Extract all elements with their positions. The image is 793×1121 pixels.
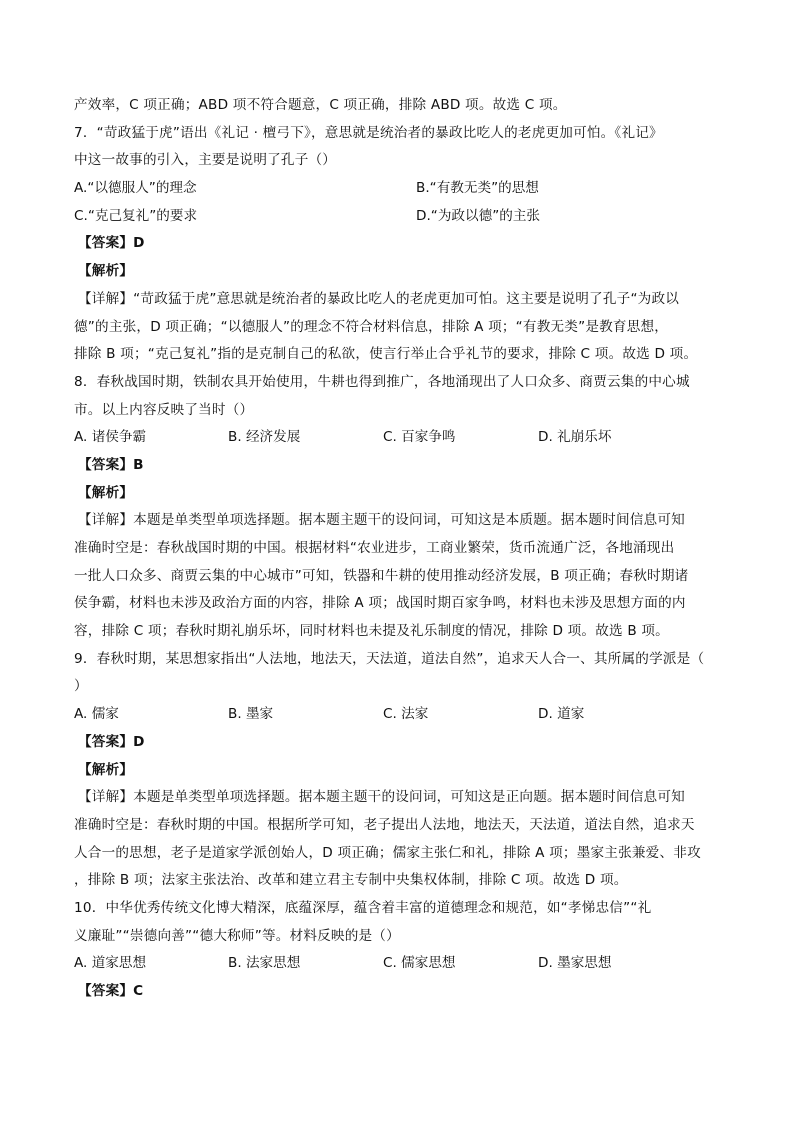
- q8-option-a: A. 诸侯争霸: [74, 429, 147, 446]
- page-content: [74, 92, 726, 1006]
- question-8-options: [74, 424, 726, 452]
- q9-option-c: C. 法家: [383, 706, 429, 723]
- q8-analysis-label: 【解析】: [78, 484, 134, 501]
- q8-detail-4: 侯争霸，材料也未涉及政治方面的内容，排除 A 项；战国时期百家争鸣，材料也未涉及思想方面的内: [74, 595, 686, 612]
- q7-option-c: C.“克己复礼”的要求: [74, 207, 198, 224]
- q7-analysis-label: 【解析】: [78, 263, 134, 280]
- q8-option-d: D. 礼崩乐坏: [538, 429, 612, 446]
- question-7-stem-cont: 中这一故事的引入，主要是说明了孔子（）: [74, 152, 337, 169]
- q8-detail-1: 【详解】本题是单类型单项选择题。据本题主题干的设问词，可知这是本质题。据本题时间信息可知: [78, 512, 685, 529]
- q10-answer: 【答案】C: [78, 983, 144, 999]
- question-9-options: [74, 701, 726, 729]
- q7-detail-3: 排除 B 项；“克己复礼”指的是克制自己的私欲，使言行举止合乎礼节的要求，排除 C 项。故选 D 项。: [74, 346, 698, 363]
- q9-answer: 【答案】D: [78, 733, 145, 750]
- q9-option-b: B. 墨家: [228, 706, 274, 723]
- q10-option-a: A. 道家思想: [74, 955, 147, 972]
- q9-detail-4: ，排除 B 项；法家主张法治、改革和建立君主专制中央集权体制，排除 C 项。故选 D 项。: [74, 872, 628, 889]
- q7-option-b: B.“有教无类”的思想: [416, 180, 539, 197]
- q7-option-d: D.“为政以德”的主张: [416, 207, 541, 224]
- q8-option-c: C. 百家争鸣: [383, 429, 456, 446]
- q10-option-b: B. 法家思想: [228, 955, 301, 972]
- q9-detail-1: 【详解】本题是单类型单项选择题。据本题主题干的设问词，可知这是正向题。据本题时间信息可知: [78, 789, 685, 806]
- q8-option-b: B. 经济发展: [228, 429, 301, 446]
- q9-option-a: A. 儒家: [74, 706, 119, 723]
- question-9-stem: 9．春秋时期，某思想家指出“人法地，地法天，天法道，道法自然”，追求天人合一、其所属的学派是（: [74, 650, 705, 667]
- question-10-stem-cont: 义廉耻”“崇德向善”“德大称师”等。材料反映的是（）: [74, 927, 400, 944]
- question-8-stem: 8．春秋战国时期，铁制农具开始使用，牛耕也得到推广，各地涌现出了人口众多、商贾云集的中心城: [74, 373, 690, 390]
- q9-analysis-label: 【解析】: [78, 761, 134, 778]
- question-9-stem-cont: ）: [74, 678, 88, 695]
- question-7-options-row2: [74, 203, 726, 231]
- q8-detail-2: 准确时空是：春秋战国时期的中国。根据材料“农业进步，工商业繁荣，货币流通广泛，各地涌现出: [74, 540, 675, 556]
- q10-option-c: C. 儒家思想: [383, 955, 456, 972]
- question-8-stem-cont: 市。以上内容反映了当时（）: [74, 401, 254, 418]
- q7-detail-1: 【详解】“苛政猛于虎”意思就是统治者的暴政比吃人的老虎更加可怕。这主要是说明了孔子“为政以: [78, 290, 680, 307]
- q7-answer: 【答案】D: [78, 235, 145, 252]
- question-7-options-row1: [74, 175, 726, 203]
- q8-answer: 【答案】B: [78, 456, 144, 473]
- q9-detail-3: 人合一的思想，老子是道家学派创始人，D 项正确；儒家主张仁和礼，排除 A 项；墨家主张兼爱、非攻: [74, 844, 701, 861]
- q7-detail-2: 德”的主张，D 项正确；“以德服人”的理念不符合材料信息，排除 A 项；“有教无类”是教育思想，: [74, 318, 669, 335]
- q8-detail-5: 容，排除 C 项；春秋时期礼崩乐坏，同时材料也未提及礼乐制度的情况，排除 D 项。故选 B 项。: [74, 623, 669, 640]
- previous-answer-tail: 产效率，C 项正确；ABD 项不符合题意，C 项正确，排除 ABD 项。故选 C 项。: [74, 97, 567, 113]
- question-7-stem: 7．“苛政猛于虎”语出《礼记 · 檀弓下》，意思就是统治者的暴政比吃人的老虎更加可怕。《礼记》: [74, 124, 663, 141]
- q9-detail-2: 准确时空是：春秋时期的中国。根据所学可知，老子提出人法地，地法天，天法道，道法自然，追求天: [74, 816, 695, 833]
- q8-detail-3: 一批人口众多、商贾云集的中心城市”可知，铁器和牛耕的使用推动经济发展，B 项正确；春秋时期诸: [74, 567, 689, 584]
- q10-option-d: D. 墨家思想: [538, 955, 612, 972]
- q7-option-a: A.“以德服人”的理念: [74, 180, 197, 197]
- q9-option-d: D. 道家: [538, 706, 585, 723]
- question-10-options: [74, 950, 726, 978]
- question-10-stem: 10．中华优秀传统文化博大精深，底蕴深厚，蕴含着丰富的道德理念和规范，如“孝悌忠信”“礼: [74, 899, 652, 916]
